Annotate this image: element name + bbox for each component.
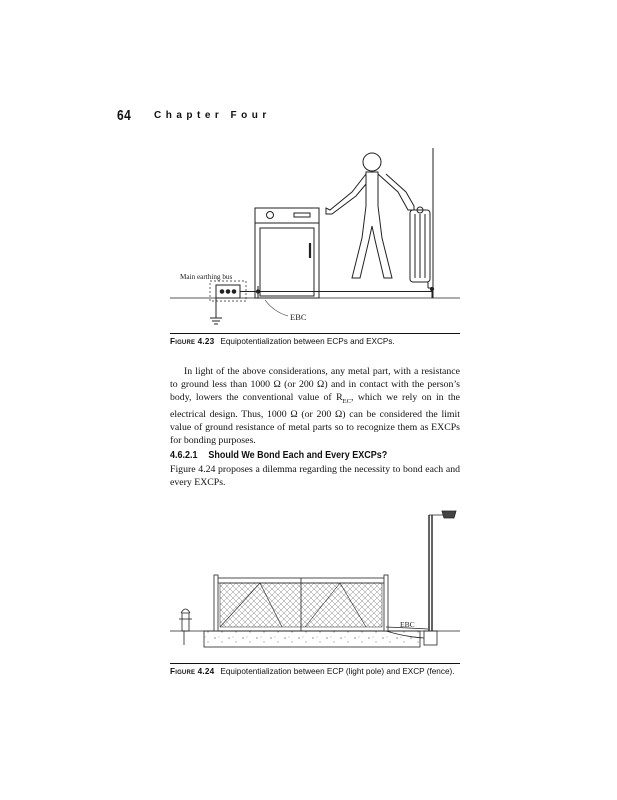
section-heading: [170, 450, 387, 461]
figure-4-23-label: Figure 4.23: [170, 337, 215, 346]
caption-rule-4-24: [170, 663, 460, 664]
figure-4-24-caption: [170, 667, 455, 676]
ebc-label-fig1: EBC: [290, 312, 307, 322]
figure-4-23-caption-text: Equipotentialization between ECPs and EXCPs.: [220, 337, 395, 346]
ebc-label-fig2: EBC: [400, 620, 415, 629]
page-number: 64: [117, 107, 132, 124]
fence-foundation: [204, 631, 420, 647]
person-figure: [326, 153, 414, 278]
caption-rule-4-23: [170, 333, 460, 334]
light-pole: [424, 511, 456, 645]
figure-4-23-illustration: [170, 148, 460, 332]
main-earthing-bus-label: Main earthing bus: [180, 273, 233, 281]
figure-4-24-illustration: [170, 505, 460, 660]
section-number: 4.6.2.1: [170, 450, 198, 461]
section-title: Should We Bond Each and Every EXCPs?: [208, 450, 388, 461]
hydrant: [179, 609, 192, 645]
body-paragraph-1: In light of the above considerations, any metal part, with a resistance to ground less than 1000 Ω (or 200 Ω) and in contact with the person’s body, lowers the conventional value of $R_{EC}$, which we rely on in the electrical design. Thus, 1000 Ω (or 200 Ω) can be considered the limit value of ground resistance of metal parts so to recognize them as EXCPs for bonding purposes.: [170, 366, 460, 446]
section-paragraph: Figure 4.24 proposes a dilemma regarding the necessity to bond each and every EXCPs.: [170, 464, 460, 488]
figure-4-24-caption-text: Equipotentialization between ECP (light pole) and EXCP (fence).: [220, 667, 455, 676]
figure-4-23-caption: [170, 337, 395, 346]
running-header-chapter: Chapter Four: [154, 110, 271, 121]
figure-4-24-label: Figure 4.24: [170, 667, 215, 676]
